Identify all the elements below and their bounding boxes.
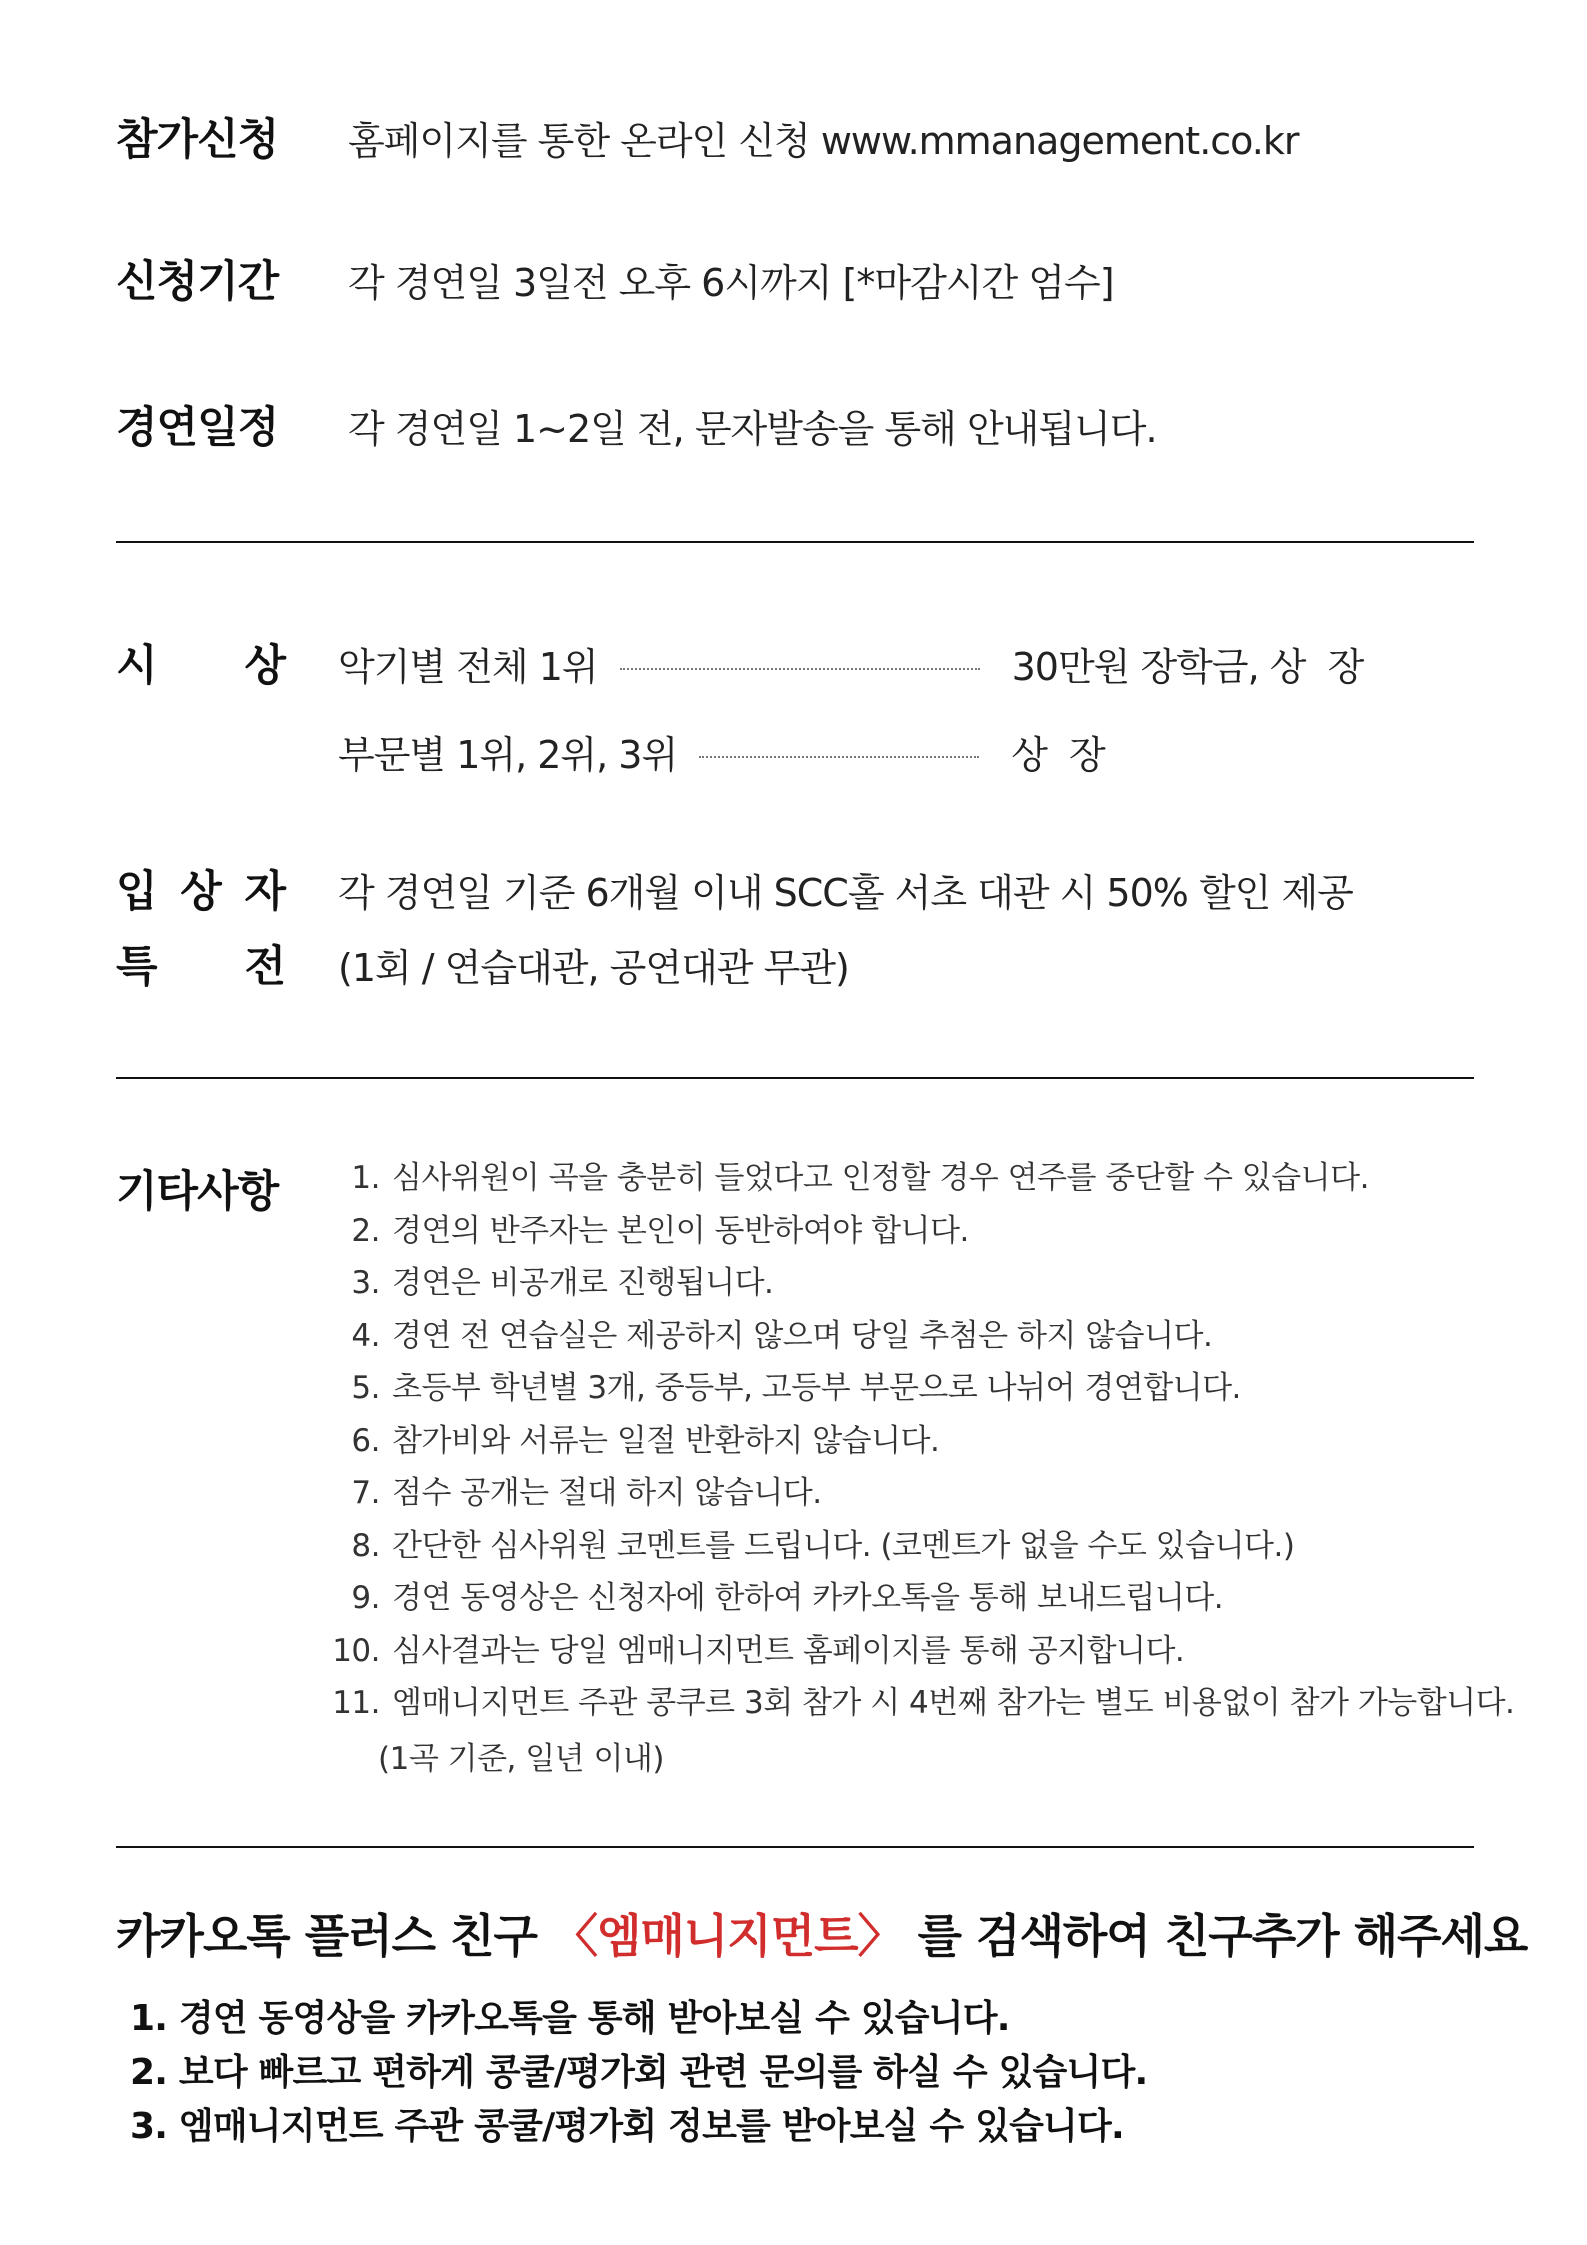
schedule-label: 경연일정 [116, 403, 279, 453]
note-11-continuation: (1곡 기준, 일년 이내) [378, 1741, 664, 1777]
list-item: 11. 엠매니지먼트 주관 콩쿠르 3회 참가 시 4번째 참가는 별도 비용없이 참가 가능합니다. [332, 1685, 1515, 1721]
period-row [116, 248, 1114, 309]
application-text: 홈페이지를 통한 온라인 신청 www.mmanagement.co.kr [348, 119, 1299, 163]
list-item: 5. 초등부 학년별 3개, 중등부, 고등부 부문으로 나뉘어 경연합니다. [351, 1370, 1241, 1406]
list-item: 2. 경연의 반주자는 본인이 동반하여야 합니다. [351, 1212, 969, 1249]
list-item: 7. 점수 공개는 절대 하지 않습니다. [351, 1475, 822, 1511]
award-row-2 [116, 724, 1416, 779]
benefit-line2: (1회 / 연습대관, 공연대관 무관) [338, 946, 849, 990]
kakao-headline: 카카오톡 플러스 친구 〈엠매니지먼트〉 를 검색하여 친구추가 해주세요 [116, 1909, 1528, 1963]
benefit-line1: 각 경연일 기준 6개월 이내 SCC홀 서초 대관 시 50% 할인 제공 [338, 871, 1353, 915]
section-divider [116, 541, 1474, 543]
application-label: 참가신청 [116, 115, 279, 165]
schedule-text: 각 경연일 1~2일 전, 문자발송을 통해 안내됩니다. [348, 407, 1157, 451]
award-category: 부문별 1위, 2위, 3위 [338, 733, 678, 777]
list-item: 3. 엠매니지먼트 주관 콩쿨/평가회 정보를 받아보실 수 있습니다. [130, 2106, 1124, 2147]
awards-label: 시 상 [116, 641, 286, 691]
section-divider [116, 1846, 1474, 1848]
award-row-1 [116, 632, 1416, 693]
notes-list [322, 1152, 1514, 1730]
dotted-leader [620, 668, 980, 670]
schedule-row [116, 394, 1157, 455]
list-item: 8. 간단한 심사위원 코멘트를 드립니다. (코멘트가 없을 수도 있습니다.) [351, 1527, 1295, 1564]
list-item: 4. 경연 전 연습실은 제공하지 않으며 당일 추첨은 하지 않습니다. [351, 1317, 1213, 1354]
application-row [116, 106, 1298, 167]
kakao-benefit-list [130, 1992, 1147, 2154]
list-item: 1. 심사위원이 곡을 충분히 들었다고 인정할 경우 연주를 중단할 수 있습니다. [351, 1160, 1369, 1196]
section-divider [116, 1077, 1474, 1079]
benefit-label-line1: 입 상 자 [116, 867, 286, 917]
period-text: 각 경연일 3일전 오후 6시까지 [*마감시간 엄수] [348, 261, 1114, 305]
award-prize: 상 장 [1011, 733, 1105, 777]
list-item: 10. 심사결과는 당일 엠매니지먼트 홈페이지를 통해 공지합니다. [332, 1632, 1185, 1669]
benefit-row-2 [116, 933, 849, 994]
list-item: 1. 경연 동영상을 카카오톡을 통해 받아보실 수 있습니다. [130, 1998, 1010, 2039]
list-item: 3. 경연은 비공개로 진행됩니다. [351, 1265, 774, 1301]
benefit-row-1 [116, 858, 1353, 919]
notes-label: 기타사항 [116, 1167, 279, 1217]
notes-label-row [116, 1158, 278, 1219]
benefit-label-line2: 특 전 [116, 942, 286, 992]
period-label: 신청기간 [116, 257, 279, 307]
brand-name: 〈엠매니지먼트〉 [551, 1909, 903, 1963]
award-prize: 30만원 장학금, 상 장 [1011, 645, 1364, 689]
list-item: 6. 참가비와 서류는 일절 반환하지 않습니다. [351, 1422, 940, 1459]
list-item: 9. 경연 동영상은 신청자에 한하여 카카오톡을 통해 보내드립니다. [351, 1580, 1224, 1616]
award-category: 악기별 전체 1위 [338, 645, 598, 689]
dotted-leader [699, 756, 979, 758]
list-item: 2. 보다 빠르고 편하게 콩쿨/평가회 관련 문의를 하실 수 있습니다. [130, 2052, 1148, 2093]
